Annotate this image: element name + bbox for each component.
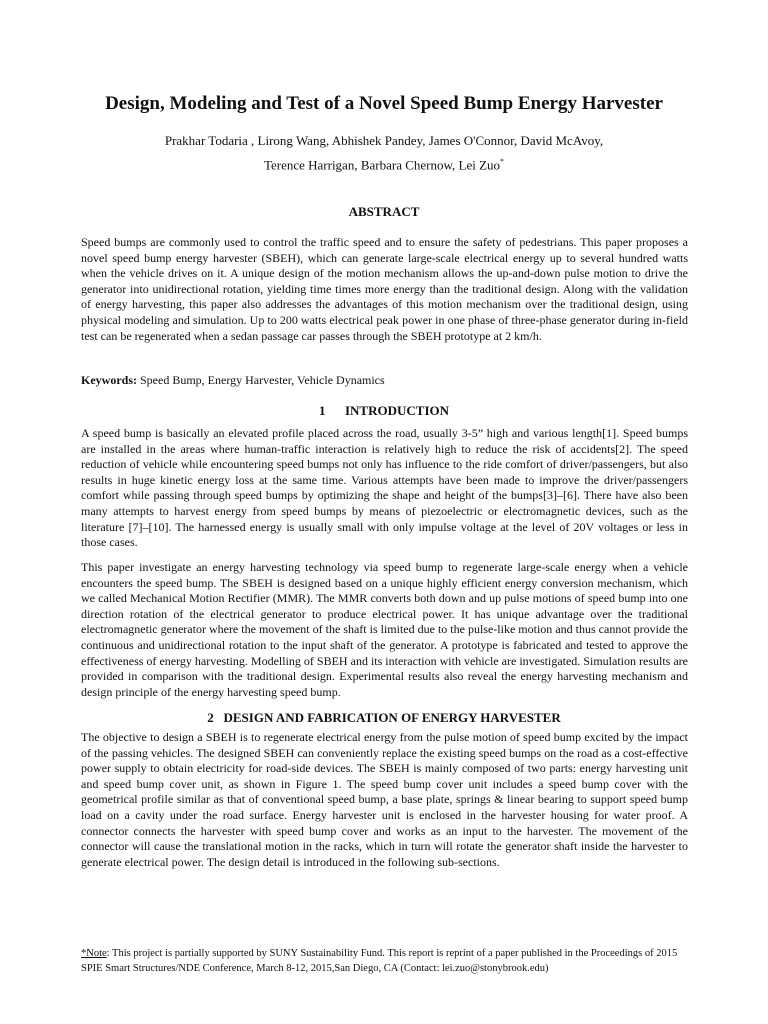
footnote-mark: *Note [81, 948, 107, 959]
author-list-line-2 [40, 157, 728, 173]
keywords-text: Speed Bump, Energy Harvester, Vehicle Dynamics [137, 373, 385, 387]
abstract-heading: ABSTRACT [348, 204, 420, 219]
section-1-paragraph-1: A speed bump is basically an elevated profile placed across the road, usually 3-5” high and various length[1]. Speed bumps are installed in the areas where human-traffic interaction is relatively high to reduce the risk of accidents[2]. The speed reduction of vehicle while encountering speed bumps not only has influence to the ride comfort of driver/passengers, but also results in huge kinetic energy loss at the same time. Various attempts have been made to improve the driver/passengers comfort while passing through speed bumps by optimizing the shape and height of the bumps[3]–[6]. There have also been many attempts to harvest energy from speed bumps by means of piezoelectric or electromagnetic devices, such as the literature [7]–[10]. The harnessed energy is usually small with only impulse voltage at the level of 20V voltages or less in those cases. [81, 426, 688, 550]
section-2-paragraph-1: The objective to design a SBEH is to regenerate electrical energy from the pulse motion of speed bump excited by the impact of the passing vehicles. The designed SBEH can conveniently replace the existing speed bumps on the road as a cost-effective power supply to obtain electricity for road-side devices. The SBEH is mainly composed of two parts: energy harvesting unit and speed bump cover unit, as shown in Figure 1. The speed bump cover unit includes a speed bump cover with the geometrical profile similar as that of conventional speed bump, a base plate, springs & linear bearing to support speed bump load on a cavity under the road surface. Energy harvester unit is enclosed in the harvester housing for water proof. A connector connects the harvester with speed bump cover and works as an input to the harvester. The movement of the connector will cause the translational motion in the racks, which in turn will rotate the generator shaft inside the harvester to generate electrical power. The design detail is introduced in the following sub-sections. [81, 730, 688, 869]
keywords-label: Keywords: [81, 373, 137, 387]
paper-title: Design, Modeling and Test of a Novel Speed Bump Energy Harvester [105, 93, 663, 114]
author-list-line-1: Prakhar Todaria , Lirong Wang, Abhishek Pandey, James O'Connor, David McAvoy, [164, 133, 604, 148]
section-2-heading: 2 DESIGN AND FABRICATION OF ENERGY HARVESTER [207, 710, 561, 725]
corresponding-author-mark: * [500, 157, 505, 166]
footnote [81, 946, 688, 976]
footnote-text: : This project is partially supported by SUNY Sustainability Fund. This report is reprint of a paper published in the Proceedings of 2015 SPIE Smart Structures/NDE Conference, March 8-12, 2015,San Diego, CA (Contact: lei.zuo@stonybrook.edu) [81, 948, 678, 974]
author-names: Terence Harrigan, Barbara Chernow, Lei Zuo [263, 157, 501, 173]
abstract-text: Speed bumps are commonly used to control the traffic speed and to ensure the safety of pedestrians. This paper proposes a novel speed bump energy harvester (SBEH), which can generate large-scale electrical energy up to several hundred watts when the vehicle drives on it. A unique design of the motion mechanism allows the up-and-down pulse motion to drive the generator into unidirectional rotation, yielding time times more energy than the traditional design. Along with the validation of energy harvesting, this paper also addresses the advantages of this motion mechanism over the traditional design, using physical modeling and simulation. Up to 200 watts electrical peak power in one phase of three-phase generator during in-field test can be regenerated when a sedan passage car passes through the SBEH prototype at 2 km/h. [81, 235, 688, 343]
keywords [81, 373, 385, 388]
section-1-paragraph-2: This paper investigate an energy harvesting technology via speed bump to regenerate large-scale energy when a vehicle encounters the speed bump. The SBEH is designed based on a unique highly efficient energy conversion mechanism, which we called Mechanical Motion Rectifier (MMR). The MMR converts both down and up pulse motions of speed bump into one direction rotation of the electrical generator to produce electrical power. It has unique advantage over the traditional electromagnetic generator where the movement of the shaft is limited due to the pulse-like motion and thus cannot provide the continuous and unidirectional rotation to the input shaft of the generator. A prototype is fabricated and tested to approve the effectiveness of energy harvesting. Modelling of SBEH and its interaction with vehicle are investigated. Simulation results are provided in comparison with the traditional design. Experimental results also reveal the energy harvesting mechanism and design principle of the energy harvesting speed bump. [81, 560, 688, 699]
section-1-heading: 1 INTRODUCTION [318, 403, 449, 418]
